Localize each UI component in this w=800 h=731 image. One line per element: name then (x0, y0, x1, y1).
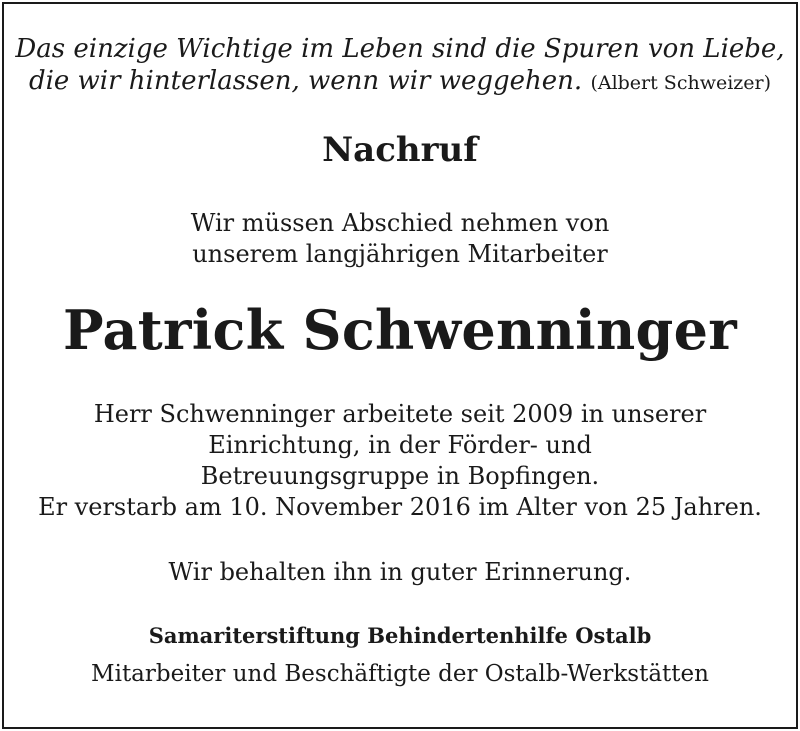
details-line-2: Einrichtung, in der Förder- und (208, 431, 592, 459)
obituary-heading: Nachruf (322, 130, 478, 170)
intro-line-1: Wir müssen Abschied nehmen von (190, 209, 610, 237)
obituary-border (2, 2, 798, 729)
intro-line-2: unserem langjährigen Mitarbeiter (192, 240, 608, 268)
closing-line: Wir behalten ihn in guter Erinnerung. (168, 558, 632, 586)
organization-subline: Mitarbeiter und Beschäftigte der Ostalb-Werkstätten (91, 661, 709, 687)
quote-author: (Albert Schweizer) (590, 72, 772, 94)
organization-name: Samariterstiftung Behindertenhilfe Ostalb (148, 623, 652, 648)
deceased-name: Patrick Schwenninger (63, 298, 737, 362)
quote-line-1: Das einzige Wichtige im Leben sind die Spuren von Liebe, (15, 34, 785, 64)
details-line-1: Herr Schwenninger arbeitete seit 2009 in unserer (93, 400, 707, 428)
details-line-4: Er verstarb am 10. November 2016 im Alter von 25 Jahren. (38, 493, 762, 521)
details-line-3: Betreuungsgruppe in Bopfingen. (200, 462, 600, 490)
quote-line-2 (0, 66, 800, 96)
quote-text: die wir hinterlassen, wenn wir weggehen. (28, 66, 583, 96)
